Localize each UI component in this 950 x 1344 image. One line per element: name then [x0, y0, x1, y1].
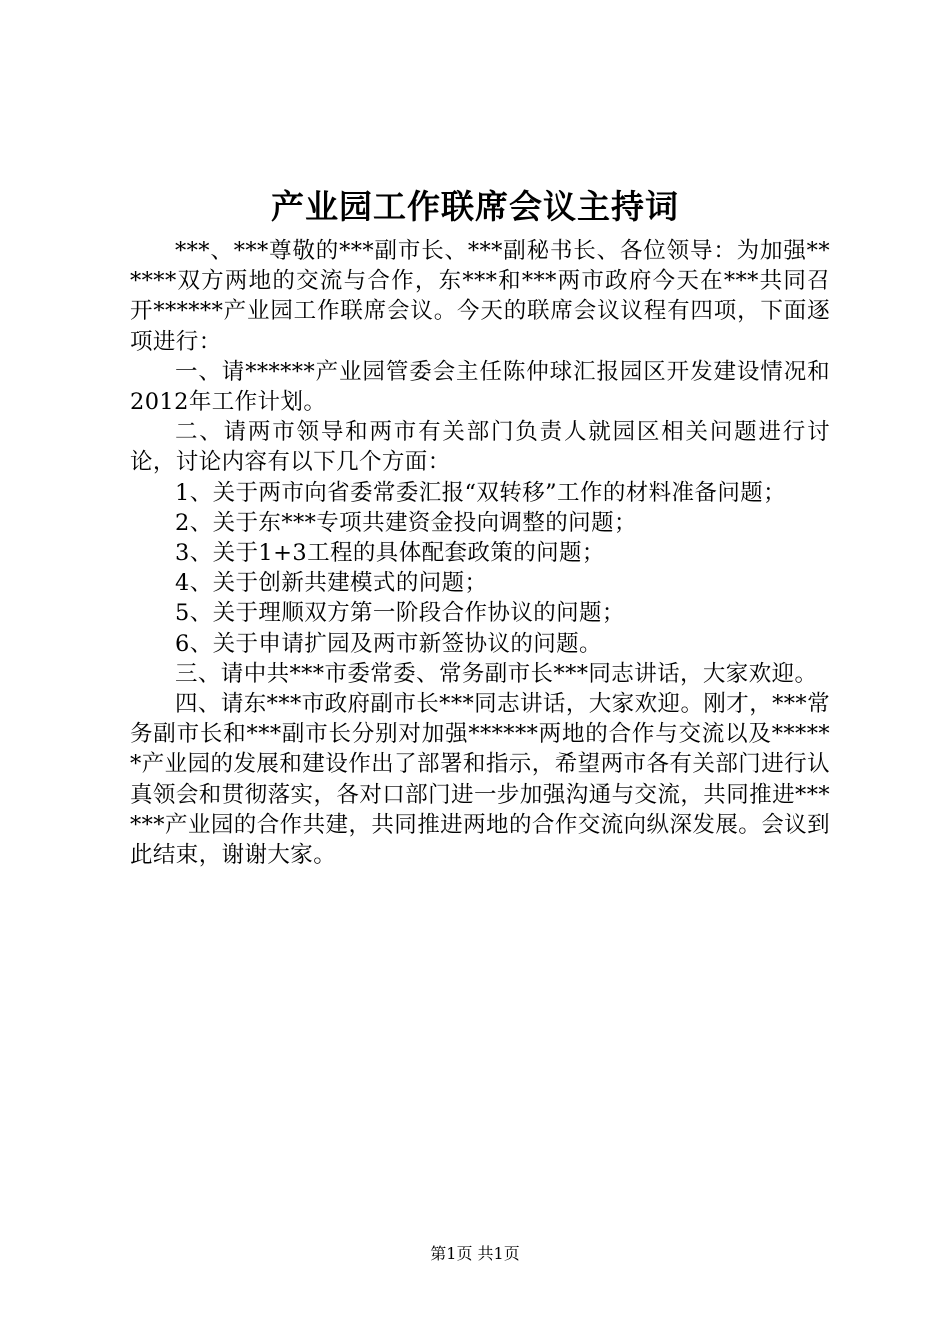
- document-body: [130, 236, 830, 870]
- document-title: 产业园工作联席会议主持词: [271, 187, 679, 226]
- paragraph-topic-2: 2、关于东***专项共建资金投向调整的问题；: [175, 509, 637, 536]
- paragraph-item-four: 四、请东***市政府副市长***同志讲话，大家欢迎。刚才，***常务副市长和***副市长分别对加强******两地的合作与交流以及******产业园的发展和建设作出了部署和指示，希望两市各有关部门进行认真领会和贯彻落实，各对口部门进一步加强沟通与交流，共同推进******产业园的合作共建，共同推进两地的合作交流向纵深发展。会议到此结束，谢谢大家。: [130, 691, 830, 869]
- paragraph-item-two: 二、请两市领导和两市有关部门负责人就园区相关问题进行讨论，讨论内容有以下几个方面：: [130, 419, 830, 476]
- paragraph-opening: ***、***尊敬的***副市长、***副秘书长、各位领导：为加强******双方两地的交流与合作，东***和***两市政府今天在***共同召开******产业园工作联席会议。今天的联席会议议程有四项，下面逐项进行：: [130, 238, 830, 355]
- paragraph-topic-6: 6、关于申请扩园及两市新签协议的问题。: [175, 630, 602, 657]
- page-footer: 第1页 共1页: [430, 1244, 520, 1263]
- paragraph-topic-4: 4、关于创新共建模式的问题；: [175, 570, 488, 597]
- paragraph-item-three: 三、请中共***市委常委、常务副市长***同志讲话，大家欢迎。: [175, 660, 818, 687]
- paragraph-topic-3: 3、关于1+3工程的具体配套政策的问题；: [175, 540, 605, 567]
- paragraph-item-one: 一、请******产业园管委会主任陈仲球汇报园区开发建设情况和2012年工作计划。: [130, 358, 830, 416]
- paragraph-topic-5: 5、关于理顺双方第一阶段合作协议的问题；: [175, 600, 625, 627]
- paragraph-topic-1: 1、关于两市向省委常委汇报“双转移”工作的材料准备问题；: [175, 479, 787, 506]
